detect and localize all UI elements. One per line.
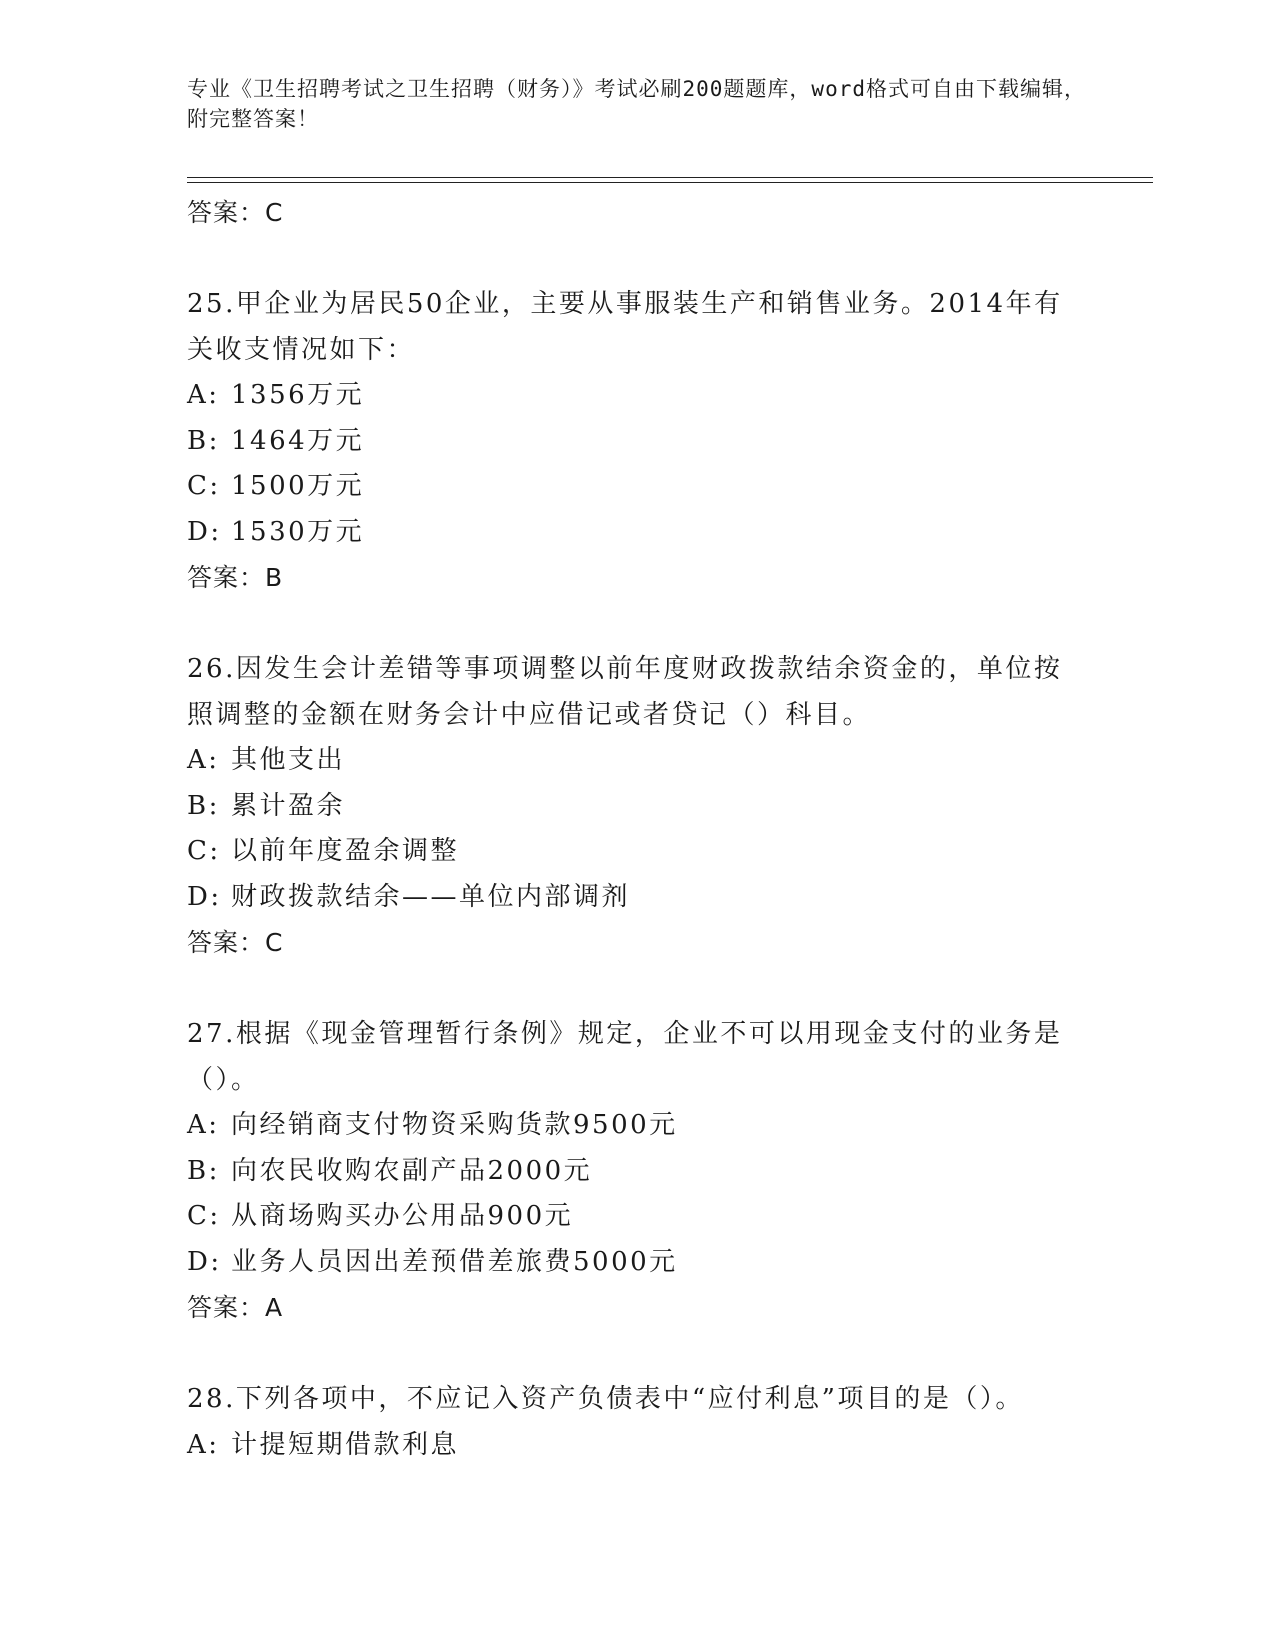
option-text: 向农民收购农副产品2000元 <box>231 1155 593 1186</box>
option-b <box>187 784 1087 830</box>
option-d <box>187 1240 1087 1286</box>
option-key: A: <box>187 1110 220 1140</box>
question-text: 27.根据《现金管理暂行条例》规定，企业不可以用现金支付的业务是（）。 <box>187 1019 1063 1095</box>
header-divider <box>187 177 1153 183</box>
option-text: 以前年度盈余调整 <box>231 836 460 866</box>
option-key: C: <box>187 471 221 501</box>
option-d <box>187 875 1087 921</box>
option-b <box>187 419 1087 465</box>
option-c <box>187 464 1087 510</box>
option-text: 向经销商支付物资采购货款9500元 <box>231 1110 678 1140</box>
option-text: 1464万元 <box>231 425 365 456</box>
option-text: 1356万元 <box>231 380 365 410</box>
question-26 <box>187 647 1087 966</box>
question-text: 28.下列各项中，不应记入资产负债表中“应付利息”项目的是（）。 <box>187 1384 1024 1414</box>
option-key: B: <box>187 1155 220 1186</box>
document-body <box>187 190 1087 1468</box>
answer-prev: 答案：C <box>187 198 284 227</box>
question-27 <box>187 1012 1087 1331</box>
option-text: 累计盈余 <box>231 790 346 821</box>
option-text: 计提短期借款利息 <box>231 1429 460 1460</box>
option-text: 从商场购买办公用品900元 <box>231 1201 574 1231</box>
option-key: A: <box>187 1429 220 1460</box>
option-text: 其他支出 <box>231 745 346 775</box>
option-key: D: <box>187 516 222 547</box>
option-b <box>187 1149 1087 1195</box>
option-text: 1500万元 <box>231 471 365 501</box>
question-25 <box>187 282 1087 601</box>
question-text: 25.甲企业为居民50企业，主要从事服装生产和销售业务。2014年有关收支情况如下： <box>187 289 1063 365</box>
question-28 <box>187 1377 1087 1468</box>
option-c <box>187 829 1087 875</box>
answer: 答案：B <box>187 563 284 592</box>
option-d <box>187 510 1087 556</box>
option-key: B: <box>187 425 220 456</box>
option-text: 1530万元 <box>231 516 365 547</box>
option-key: D: <box>187 1246 222 1277</box>
option-a <box>187 1103 1087 1149</box>
option-key: A: <box>187 380 220 410</box>
option-key: A: <box>187 745 220 775</box>
option-a <box>187 1423 1087 1469</box>
option-key: C: <box>187 1201 221 1231</box>
page-header: 专业《卫生招聘考试之卫生招聘（财务）》考试必刷200题题库，word格式可自由下载编辑，附完整答案！ <box>187 77 1086 131</box>
option-text: 财政拨款结余——单位内部调剂 <box>231 881 631 912</box>
option-c <box>187 1194 1087 1240</box>
answer: 答案：A <box>187 1293 284 1322</box>
question-text: 26.因发生会计差错等事项调整以前年度财政拨款结余资金的，单位按照调整的金额在财务会计中应借记或者贷记（）科目。 <box>187 654 1063 730</box>
option-a <box>187 738 1087 784</box>
answer: 答案：C <box>187 928 284 957</box>
option-a <box>187 373 1087 419</box>
option-key: B: <box>187 790 220 821</box>
option-text: 业务人员因出差预借差旅费5000元 <box>231 1246 678 1277</box>
option-key: C: <box>187 836 221 866</box>
option-key: D: <box>187 881 222 912</box>
